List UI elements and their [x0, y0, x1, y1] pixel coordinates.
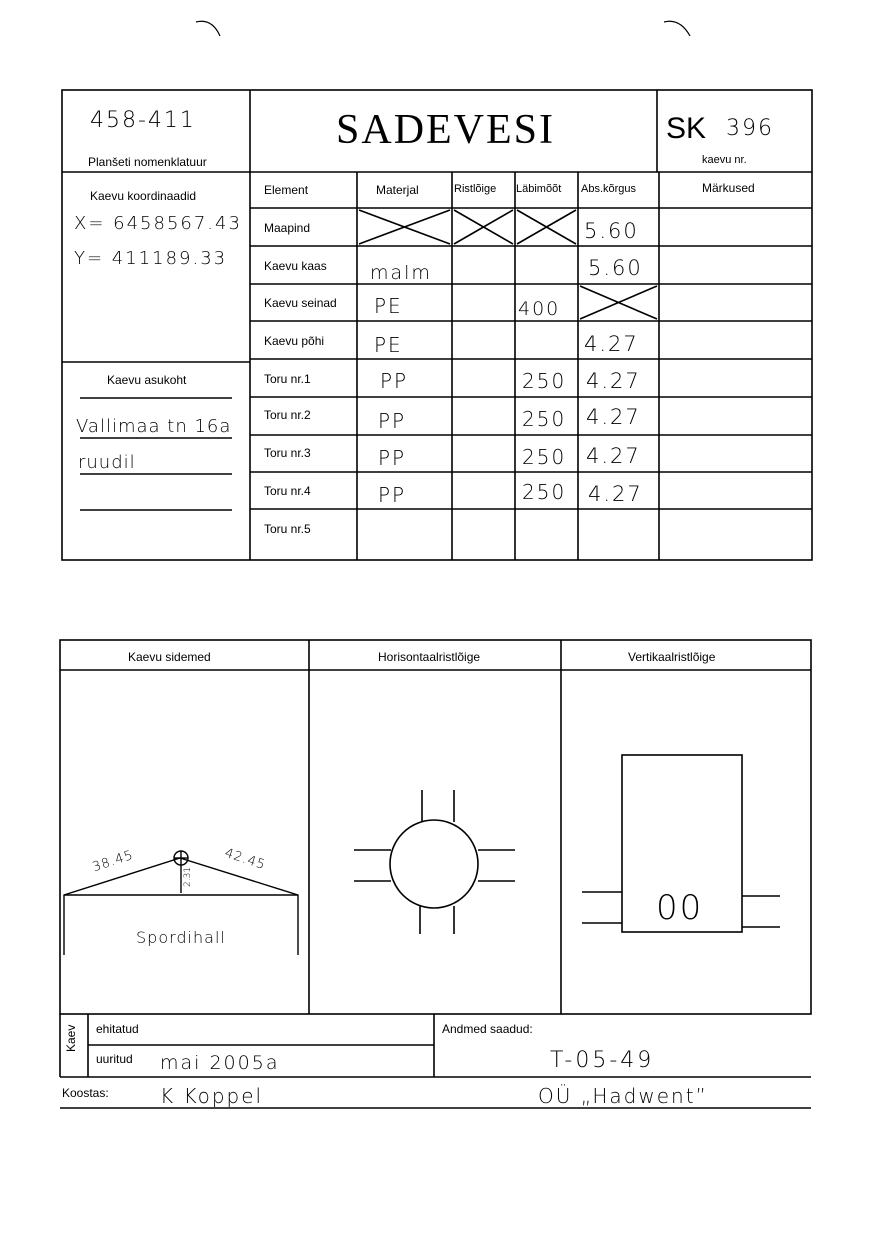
footer-data-value: T-05-49: [550, 1048, 655, 1073]
row-material: malm: [370, 262, 432, 284]
row-diameter: 400: [518, 298, 561, 320]
row-element: Toru nr.3: [264, 446, 311, 460]
row-height: 5.60: [588, 256, 643, 280]
row-height: 5.60: [584, 219, 639, 243]
coord-y: Y= 411189.33: [74, 248, 228, 269]
row-diameter: 250: [522, 445, 567, 469]
row-diameter: 250: [522, 480, 567, 504]
sketch-header-vertical: Vertikaalristlõige: [628, 650, 716, 664]
footer-side-label: Kaev: [64, 1024, 78, 1052]
row-element: Toru nr.4: [264, 484, 311, 498]
col-header-material: Materjal: [376, 183, 419, 197]
plan-sheet-value: 458-411: [90, 108, 196, 133]
col-header-abs-height: Abs.kõrgus: [581, 183, 637, 195]
location-label: Kaevu asukoht: [107, 373, 187, 387]
row-material: PP: [378, 409, 407, 433]
col-header-diameter: Läbimõõt: [516, 183, 562, 195]
page-title: SADEVESI: [336, 107, 556, 153]
row-element: Toru nr.2: [264, 408, 311, 422]
footer-built-label: ehitatud: [96, 1022, 139, 1036]
row-element: Kaevu seinad: [264, 296, 337, 310]
row-element: Toru nr.1: [264, 372, 311, 386]
vertical-mark: 00: [656, 888, 704, 928]
row-diameter: 250: [522, 369, 567, 393]
footer-data-label: Andmed saadud:: [442, 1022, 533, 1036]
coord-x: X= 6458567.43: [74, 213, 242, 234]
row-element: Toru nr.5: [264, 522, 311, 536]
footer-company-value: OÜ „Hadwent”: [538, 1084, 708, 1108]
row-element: Kaevu kaas: [264, 259, 327, 273]
horizontal-section-sketch: [354, 790, 515, 934]
row-element: Kaevu põhi: [264, 334, 325, 348]
distance-left-label: 38.45: [90, 847, 136, 876]
row-material: PP: [378, 483, 407, 507]
well-number: 396: [726, 116, 774, 141]
row-height: 4.27: [586, 405, 641, 429]
sketch-header-ties: Kaevu sidemed: [128, 650, 211, 664]
row-diameter: 250: [522, 407, 567, 431]
footer-surveyed-value: mai 2005a: [160, 1052, 280, 1074]
location-line-2: ruudil: [78, 452, 136, 473]
plan-sheet-label: Planšeti nomenklatuur: [88, 155, 207, 169]
row-height: 4.27: [586, 444, 641, 468]
distance-down-label: 2.31: [183, 866, 194, 888]
footer-author-value: K Koppel: [160, 1084, 264, 1108]
row-height: 4.27: [584, 332, 639, 356]
row-height: 4.27: [586, 369, 641, 393]
col-header-element: Element: [264, 183, 309, 197]
distance-right-label: 42.45: [222, 845, 268, 874]
sketch-header-horizontal: Horisontaalristlõige: [378, 650, 481, 664]
row-material: PP: [380, 369, 409, 393]
footer-author-label: Koostas:: [62, 1086, 109, 1100]
row-material: PP: [378, 446, 407, 470]
location-line-1: Vallimaa tn 16a: [76, 416, 232, 437]
row-material: PE: [374, 333, 403, 357]
col-header-cross-section: Ristlõige: [454, 183, 497, 195]
well-prefix: SK: [666, 112, 707, 145]
coords-label: Kaevu koordinaadid: [90, 189, 197, 203]
well-number-label: kaevu nr.: [702, 154, 747, 166]
row-height: 4.27: [588, 482, 643, 506]
row-element: Maapind: [264, 221, 311, 235]
col-header-notes: Märkused: [702, 181, 755, 195]
building-label: Spordihall: [136, 928, 226, 947]
footer-surveyed-label: uuritud: [96, 1052, 133, 1066]
row-material: PE: [374, 294, 403, 318]
